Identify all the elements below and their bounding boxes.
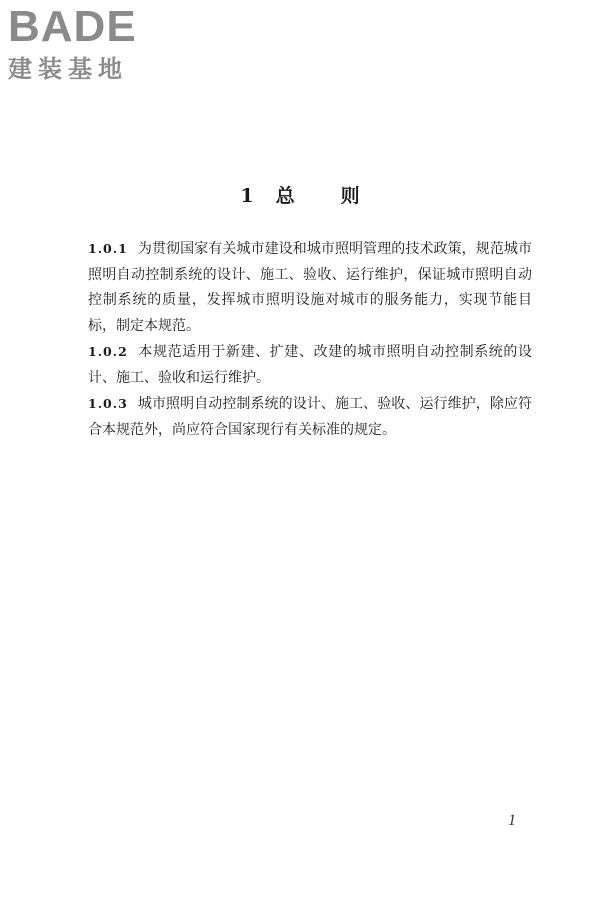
clause-number: 1.0.1 (88, 241, 128, 256)
chapter-body (88, 236, 532, 443)
chapter-title-part1: 总 (275, 185, 295, 207)
clause-1-0-2 (88, 339, 532, 391)
chapter-number: 1 (240, 185, 254, 207)
watermark-subtitle: 建装基地 (8, 55, 128, 83)
clause-1-0-3 (88, 391, 532, 443)
clause-number: 1.0.2 (88, 344, 128, 359)
clause-text: 为贯彻国家有关城市建设和城市照明管理的技术政策，规范城市照明自动控制系统的设计、施工、验收、运行维护，保证城市照明自动控制系统的质量，发挥城市照明设施对城市的服务能力，实现节能目标，制定本规范。 (88, 241, 532, 334)
watermark-logo (8, 4, 178, 86)
chapter-title-part2: 则 (340, 185, 360, 207)
clause-number: 1.0.3 (88, 396, 128, 411)
clause-text: 城市照明自动控制系统的设计、施工、验收、运行维护，除应符合本规范外，尚应符合国家现行有关标准的规定。 (88, 396, 532, 438)
chapter-title (0, 184, 600, 208)
page-number: 1 (508, 812, 516, 829)
clause-text: 本规范适用于新建、扩建、改建的城市照明自动控制系统的设计、施工、验收和运行维护。 (88, 344, 532, 386)
watermark-brand: BADE (8, 2, 137, 51)
clause-1-0-1 (88, 236, 532, 339)
